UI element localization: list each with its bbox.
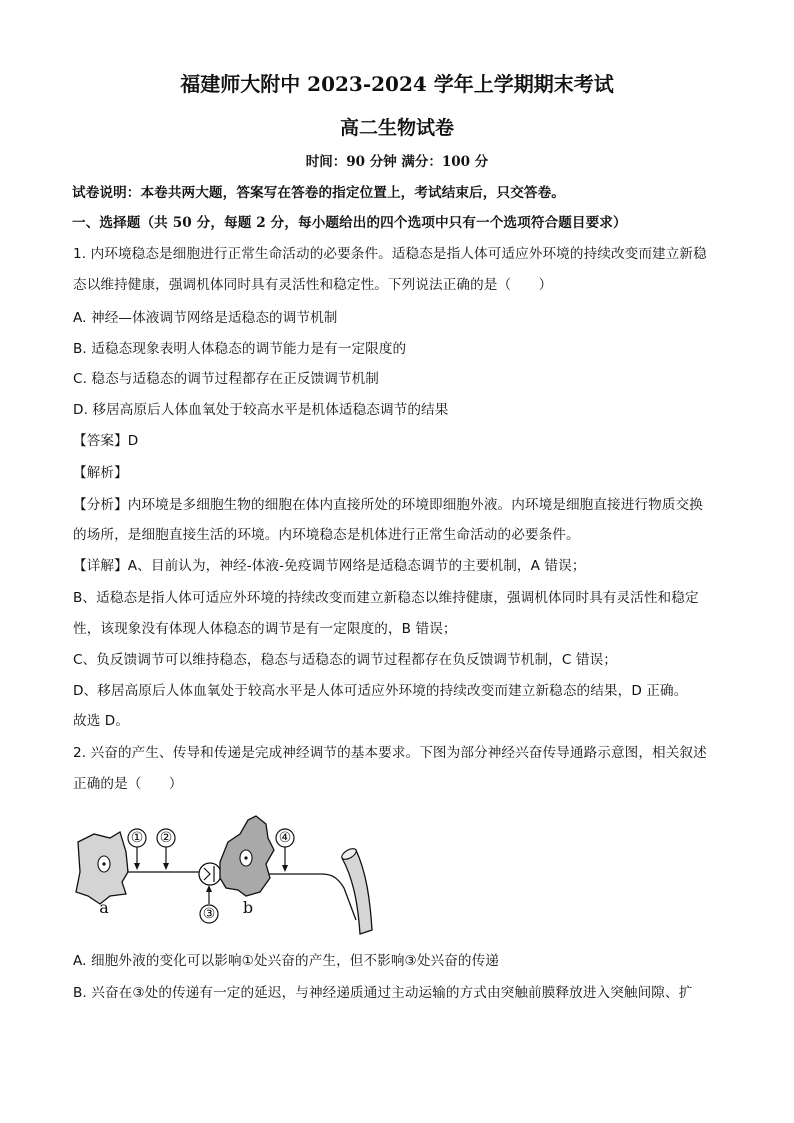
q1-option-c: C. 稳态与适稳态的调节过程都存在正反馈调节机制 xyxy=(73,371,380,387)
marker-3-label: ③ xyxy=(202,906,216,922)
q1-answer xyxy=(73,432,733,450)
xiangjie-text-1: A、目前认为，神经-体液-免疫调节网络是适稳态调节的主要机制，A 错误； xyxy=(127,558,586,574)
marker-1-label: ① xyxy=(130,830,144,846)
q1-xiangjie-line6: 故选 D。 xyxy=(73,713,130,729)
marker-4-label: ④ xyxy=(278,830,292,846)
cell-b-label: b xyxy=(242,898,254,917)
answer-value: D xyxy=(127,433,139,449)
q2-stem-line1: 2. 兴奋的产生、传导和传递是完成神经调节的基本要求。下图为部分神经兴奋传导通路示意图，相关叙述 xyxy=(73,745,707,761)
q1-xiangjie-line5: D、移居高原后人体血氧处于较高水平是人体可适应外环境的持续改变而建立新稳态的结果，D 正确。 xyxy=(73,683,688,699)
exam-subtitle: 高二生物试卷 xyxy=(339,117,454,139)
q2-option-a: A. 细胞外液的变化可以影响①处兴奋的产生，但不影响③处兴奋的传递 xyxy=(73,953,499,969)
q1-stem-line2: 态以维持健康，强调机体同时具有灵活性和稳定性。下列说法正确的是（ ） xyxy=(73,277,553,293)
section-heading: 一、选择题（共 50 分，每题 2 分，每小题给出的四个选项中只有一个选项符合题目要求） xyxy=(72,215,627,231)
neuron-pathway-diagram xyxy=(70,812,390,937)
cell-a-label: a xyxy=(99,898,109,917)
exam-meta: 时间：90 分钟 满分：100 分 xyxy=(305,154,489,170)
q1-option-b: B. 适稳态现象表明人体稳态的调节能力是有一定限度的 xyxy=(73,341,407,357)
q1-fenxi-line2: 的场所，是细胞直接生活的环境。内环境稳态是机体进行正常生命活动的必要条件。 xyxy=(73,527,580,543)
q1-option-d: D. 移居高原后人体血氧处于较高水平是机体适稳态调节的结果 xyxy=(73,402,449,418)
q1-analysis-tag: 【解析】 xyxy=(73,465,128,481)
q1-xiangjie-line2: B、适稳态是指人体可适应外环境的持续改变而建立新稳态以维持健康，强调机体同时具有灵活性和稳定 xyxy=(73,590,699,606)
q1-xiangjie-line4: C、负反馈调节可以维持稳态，稳态与适稳态的调节过程都存在负反馈调节机制，C 错误； xyxy=(73,652,617,668)
q1-xiangjie-line1 xyxy=(73,557,733,575)
answer-tag: 【答案】 xyxy=(73,433,128,449)
fenxi-text-1: 内环境是多细胞生物的细胞在体内直接所处的环境即细胞外液。内环境是细胞直接进行物质交换 xyxy=(127,497,703,513)
q2-stem-line2: 正确的是（ ） xyxy=(73,776,183,792)
muscle-fiber xyxy=(342,850,372,934)
q1-stem-line1: 1. 内环境稳态是细胞进行正常生命活动的必要条件。适稳态是指人体可适应外环境的持续改变而建立新稳 xyxy=(73,246,707,262)
q1-xiangjie-line3: 性，该现象没有体现人体稳态的调节是有一定限度的，B 错误； xyxy=(73,621,457,637)
q1-option-a: A. 神经—体液调节网络是适稳态的调节机制 xyxy=(73,310,338,326)
fenxi-tag: 【分析】 xyxy=(73,497,128,513)
marker-2-label: ② xyxy=(159,830,173,846)
exam-title: 福建师大附中 2023-2024 学年上学期期末考试 xyxy=(180,72,614,96)
instructions: 试卷说明：本卷共两大题，答案写在答卷的指定位置上，考试结束后，只交答卷。 xyxy=(72,185,565,201)
q1-fenxi-line1 xyxy=(73,496,733,514)
xiangjie-tag: 【详解】 xyxy=(73,558,128,574)
q2-option-b: B. 兴奋在③处的传递有一定的延迟，与神经递质通过主动运输的方式由突触前膜释放进入突触间隙、扩 xyxy=(73,985,693,1001)
